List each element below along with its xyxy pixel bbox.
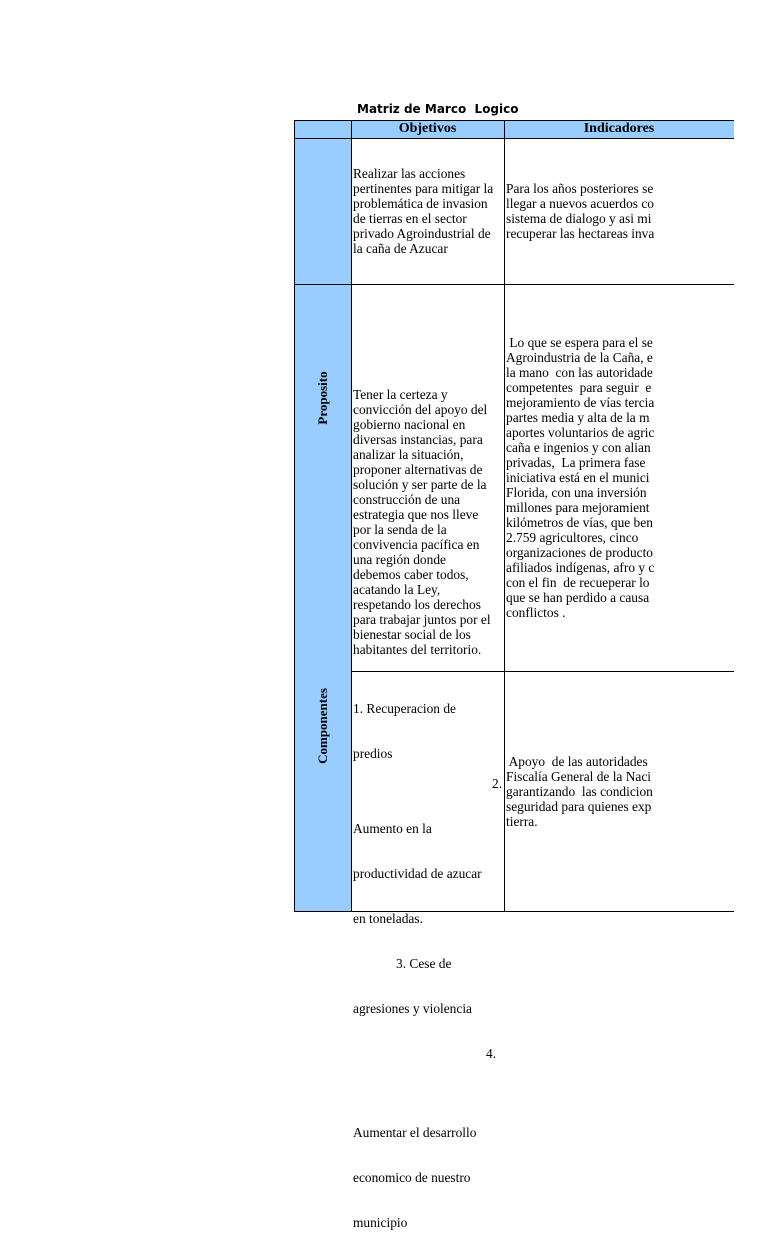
page-title: Matriz de Marco Logico (357, 102, 519, 116)
objetivo-componentes (353, 671, 503, 1260)
component-line: 4. (486, 1046, 497, 1061)
grid-line (294, 138, 734, 139)
indicador-proposito: Lo que se espera para el se Agroindustria de la Caña, e la mano con las autoridade competentes para seguir e mejoramiento de vías tercia partes media y alta de la m aportes voluntarios de agric caña e ingenios y con alian privadas, La primera fase iniciativa está en el munici Florida, con una inversión millones para mejoramient kilómetros de vías, que ben 2.759 agricultores, cinco organizaciones de producto afiliados indígenas, afro y c con el fin de recueperar lo que se han perdido a causa conflictos . (506, 335, 655, 620)
component-line: 2. (492, 776, 503, 791)
indicador-componentes: Apoyo de las autoridades Fiscalía General de la Naci garantizando las condicion seguridad para quienes exp tierra. (506, 754, 653, 829)
component-line: en toneladas. (353, 911, 423, 926)
component-line: productividad de azucar (353, 866, 482, 881)
component-line: municipio (353, 1215, 408, 1230)
component-line: agresiones y violencia (353, 1001, 472, 1016)
grid-line (294, 120, 295, 912)
component-line: 3. Cese de (396, 956, 452, 971)
grid-line (504, 120, 505, 912)
grid-line (294, 120, 734, 121)
component-line: Aumentar el desarrollo (353, 1125, 477, 1140)
row-label-componentes: Componentes (315, 688, 330, 764)
objetivo-fin: Realizar las acciones pertinentes para mitigar la problemática de invasion de tierras en el sector privado Agroindustrial de la caña de Azucar (353, 166, 494, 256)
header-indicadores: Indicadores (583, 121, 655, 136)
row-label-proposito: Proposito (315, 371, 330, 425)
objetivo-proposito: Tener la certeza y convicción del apoyo del gobierno nacional en diversas instancias, para analizar la situación, proponer alternativas de solución y ser parte de la construcción de una estrategia que nos lleve por la senda de la convivencia pacífica en una región donde debemos caber todos, acatando la Ley, respetando los derechos para trabajar juntos por el bienestar social de los habitantes del territorio. (353, 387, 491, 657)
component-line: Aumento en la (353, 821, 432, 836)
grid-line (294, 284, 734, 285)
component-line (353, 1091, 503, 1095)
component-line: economico de nuestro (353, 1170, 471, 1185)
row-label-column (294, 138, 351, 911)
header-objetivos: Objetivos (398, 121, 457, 136)
indicador-fin: Para los años posteriores se llegar a nuevos acuerdos co sistema de dialogo y asi mi recuperar las hectareas inva (506, 181, 655, 241)
grid-line (351, 120, 352, 912)
component-line: predios (353, 746, 393, 761)
component-line: 1. Recuperacion de (353, 701, 456, 716)
